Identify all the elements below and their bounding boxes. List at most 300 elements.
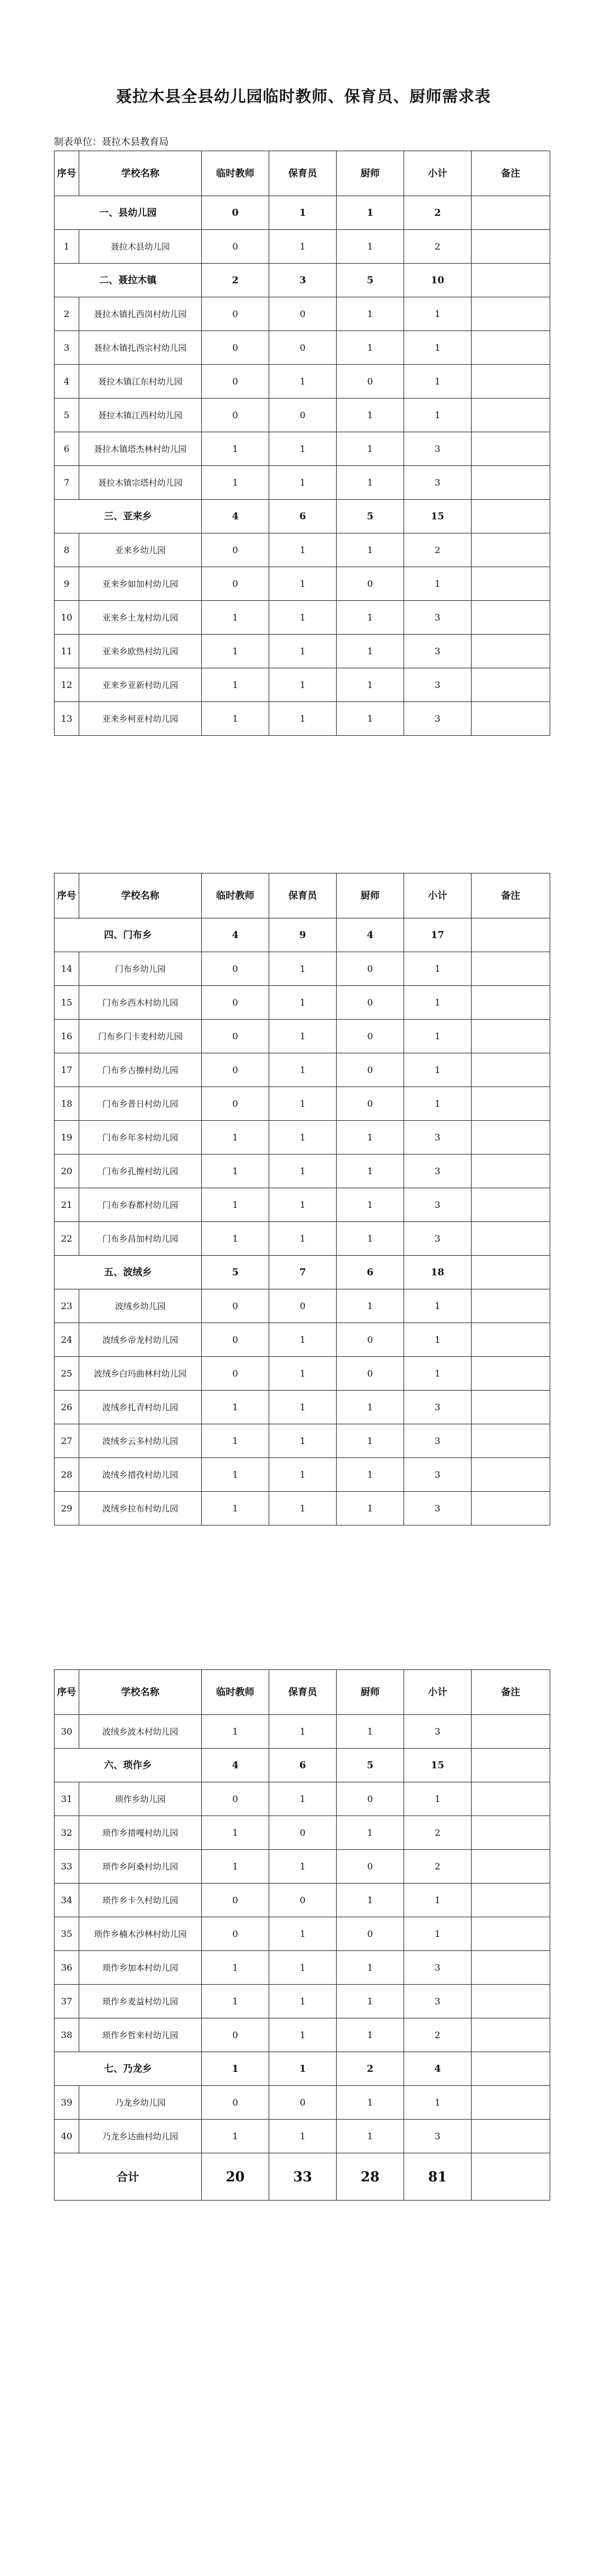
school-name-cell: 波绒乡帝龙村幼儿园 [79,1323,202,1357]
column-header: 厨师 [337,1670,404,1715]
remarks-cell [472,432,550,466]
temp-teacher-cell: 0 [202,1053,269,1087]
remarks-cell [472,264,550,297]
table-row [55,2086,550,2120]
school-name-cell: 琐作乡措嘎村幼儿园 [79,1816,202,1850]
subtotal-cell: 1 [404,1917,472,1951]
school-name-cell: 门布乡昌加村幼儿园 [79,1222,202,1256]
school-name-cell: 聂拉木镇扎西岗村幼儿园 [79,297,202,331]
serial-number-cell: 3 [55,331,79,365]
school-name-cell: 琐作乡麦益村幼儿园 [79,1985,202,2018]
temp-teacher-cell: 0 [202,1357,269,1391]
remarks-cell [472,1357,550,1391]
cook-cell: 1 [337,196,404,230]
subtotal-cell: 1 [404,2086,472,2120]
cook-cell: 1 [337,1121,404,1155]
issuing-unit: 制表单位：聂拉木县教育局 [54,137,169,148]
section-name-cell: 三、亚来乡 [55,500,202,533]
remarks-cell [472,331,550,365]
table-row [55,297,550,331]
cook-cell: 1 [337,1816,404,1850]
nursery-staff-cell: 1 [269,1985,337,2018]
nursery-staff-cell: 1 [269,1020,337,1053]
school-name-cell: 波绒乡扎青村幼儿园 [79,1391,202,1424]
remarks-cell [472,2153,550,2201]
table-row [55,1357,550,1391]
remarks-cell [472,2120,550,2153]
cook-cell: 1 [337,2120,404,2153]
nursery-staff-cell: 0 [269,1884,337,1917]
subtotal-cell: 1 [404,567,472,601]
temp-teacher-cell: 1 [202,1816,269,1850]
table-row [55,1917,550,1951]
column-header: 临时教师 [202,1670,269,1715]
school-name-cell: 波绒乡拉布村幼儿园 [79,1492,202,1525]
school-name-cell: 琐作乡哲来村幼儿园 [79,2018,202,2052]
temp-teacher-cell: 1 [202,1985,269,2018]
cook-cell: 0 [337,1020,404,1053]
temp-teacher-cell: 0 [202,297,269,331]
nursery-staff-cell: 0 [269,399,337,432]
cook-cell: 0 [337,1357,404,1391]
cook-cell: 1 [337,1424,404,1458]
subtotal-cell: 3 [404,1155,472,1188]
section-name-cell: 四、门布乡 [55,918,202,952]
remarks-cell [472,1782,550,1816]
school-name-cell: 琐作乡阿桑村幼儿园 [79,1850,202,1884]
table-row [55,533,550,567]
cook-cell: 1 [337,1188,404,1222]
table-row [55,1323,550,1357]
nursery-staff-cell: 1 [269,1917,337,1951]
remarks-cell [472,918,550,952]
subtotal-cell: 1 [404,399,472,432]
serial-number-cell: 22 [55,1222,79,1256]
remarks-cell [472,702,550,736]
serial-number-cell: 16 [55,1020,79,1053]
serial-number-cell: 32 [55,1816,79,1850]
cook-cell: 1 [337,702,404,736]
cook-cell: 1 [337,635,404,668]
temp-teacher-cell: 1 [202,1850,269,1884]
temp-teacher-cell: 1 [202,1424,269,1458]
nursery-staff-cell: 1 [269,601,337,635]
nursery-staff-cell: 1 [269,1951,337,1985]
remarks-cell [472,2018,550,2052]
serial-number-cell: 28 [55,1458,79,1492]
nursery-staff-cell: 7 [269,1256,337,1289]
cook-cell: 1 [337,533,404,567]
column-header: 保育员 [269,1670,337,1715]
temp-teacher-cell: 1 [202,1715,269,1749]
serial-number-cell: 14 [55,952,79,986]
remarks-cell [472,1884,550,1917]
temp-teacher-cell: 1 [202,432,269,466]
school-name-cell: 波绒乡波木村幼儿园 [79,1715,202,1749]
subtotal-cell: 3 [404,1715,472,1749]
serial-number-cell: 4 [55,365,79,399]
remarks-cell [472,1391,550,1424]
cook-cell: 6 [337,1256,404,1289]
serial-number-cell: 36 [55,1951,79,1985]
nursery-staff-cell: 1 [269,1782,337,1816]
school-name-cell: 门布乡年多村幼儿园 [79,1121,202,1155]
table-row [55,1155,550,1188]
nursery-staff-cell: 1 [269,1222,337,1256]
subtotal-cell: 2 [404,2018,472,2052]
temp-teacher-cell: 1 [202,1391,269,1424]
subtotal-cell: 2 [404,196,472,230]
nursery-staff-cell: 1 [269,1053,337,1087]
serial-number-cell: 29 [55,1492,79,1525]
subtotal-cell: 3 [404,1424,472,1458]
subtotal-cell: 3 [404,2120,472,2153]
section-subtotal-row [55,2052,550,2086]
temp-teacher-cell: 1 [202,1188,269,1222]
remarks-cell [472,230,550,264]
serial-number-cell: 25 [55,1357,79,1391]
table-row [55,1951,550,1985]
temp-teacher-cell: 1 [202,1222,269,1256]
cook-cell: 1 [337,466,404,500]
remarks-cell [472,1289,550,1323]
table-row [55,331,550,365]
cook-cell: 1 [337,1391,404,1424]
temp-teacher-cell: 0 [202,1917,269,1951]
nursery-staff-cell: 1 [269,635,337,668]
column-header: 保育员 [269,873,337,918]
school-name-cell: 波绒乡白玛曲林村幼儿园 [79,1357,202,1391]
column-header: 临时教师 [202,873,269,918]
remarks-cell [472,1424,550,1458]
page-title: 聂拉木县全县幼儿园临时教师、保育员、厨师需求表 [116,87,491,106]
cook-cell: 0 [337,1053,404,1087]
subtotal-cell: 3 [404,1985,472,2018]
temp-teacher-cell: 1 [202,1458,269,1492]
table-row [55,952,550,986]
cook-cell: 4 [337,918,404,952]
table-row [55,365,550,399]
serial-number-cell: 24 [55,1323,79,1357]
cook-cell: 1 [337,1458,404,1492]
nursery-staff-cell: 0 [269,2086,337,2120]
table-row [55,1715,550,1749]
cook-cell: 5 [337,264,404,297]
subtotal-cell: 3 [404,601,472,635]
cook-cell: 0 [337,1087,404,1121]
cook-cell: 1 [337,1951,404,1985]
temp-teacher-cell: 0 [202,331,269,365]
temp-teacher-cell: 0 [202,952,269,986]
school-name-cell: 门布乡西木村幼儿园 [79,986,202,1020]
remarks-cell [472,1985,550,2018]
nursery-staff-cell: 1 [269,1458,337,1492]
column-header: 备注 [472,1670,550,1715]
table-header-row [55,873,550,918]
remarks-cell [472,365,550,399]
subtotal-cell: 81 [404,2153,472,2201]
column-header: 备注 [472,873,550,918]
subtotal-cell: 3 [404,432,472,466]
serial-number-cell: 37 [55,1985,79,2018]
column-header: 小计 [404,1670,472,1715]
temp-teacher-cell: 0 [202,399,269,432]
nursery-staff-cell: 1 [269,2120,337,2153]
remarks-cell [472,1222,550,1256]
serial-number-cell: 30 [55,1715,79,1749]
nursery-staff-cell: 1 [269,365,337,399]
serial-number-cell: 1 [55,230,79,264]
table-row [55,986,550,1020]
nursery-staff-cell: 1 [269,230,337,264]
nursery-staff-cell: 1 [269,466,337,500]
temp-teacher-cell: 1 [202,1155,269,1188]
column-header: 学校名称 [79,151,202,196]
subtotal-cell: 3 [404,702,472,736]
column-header: 厨师 [337,873,404,918]
subtotal-cell: 1 [404,331,472,365]
total-label-cell: 合计 [55,2153,202,2201]
school-name-cell: 乃龙乡幼儿园 [79,2086,202,2120]
school-name-cell: 门布乡古擦村幼儿园 [79,1053,202,1087]
remarks-cell [472,635,550,668]
subtotal-cell: 3 [404,1492,472,1525]
cook-cell: 0 [337,1917,404,1951]
remarks-cell [472,986,550,1020]
temp-teacher-cell: 1 [202,2052,269,2086]
cook-cell: 1 [337,331,404,365]
school-name-cell: 门布乡春都村幼儿园 [79,1188,202,1222]
serial-number-cell: 12 [55,668,79,702]
nursery-staff-cell: 1 [269,1087,337,1121]
school-name-cell: 聂拉木镇江东村幼儿园 [79,365,202,399]
serial-number-cell: 5 [55,399,79,432]
nursery-staff-cell: 0 [269,297,337,331]
section-subtotal-row [55,196,550,230]
serial-number-cell: 17 [55,1053,79,1087]
nursery-staff-cell: 1 [269,1715,337,1749]
nursery-staff-cell: 1 [269,567,337,601]
school-name-cell: 亚来乡欧热村幼儿园 [79,635,202,668]
cook-cell: 1 [337,601,404,635]
school-name-cell: 琐作乡卡久村幼儿园 [79,1884,202,1917]
subtotal-cell: 3 [404,466,472,500]
school-name-cell: 聂拉木镇江西村幼儿园 [79,399,202,432]
nursery-staff-cell: 0 [269,1289,337,1323]
cook-cell: 1 [337,1985,404,2018]
serial-number-cell: 13 [55,702,79,736]
nursery-staff-cell: 0 [269,331,337,365]
remarks-cell [472,1155,550,1188]
section-name-cell: 五、波绒乡 [55,1256,202,1289]
temp-teacher-cell: 1 [202,1951,269,1985]
subtotal-cell: 1 [404,297,472,331]
remarks-cell [472,1492,550,1525]
cook-cell: 1 [337,1715,404,1749]
temp-teacher-cell: 0 [202,2018,269,2052]
column-header: 备注 [472,151,550,196]
temp-teacher-cell: 4 [202,500,269,533]
temp-teacher-cell: 0 [202,1323,269,1357]
remarks-cell [472,1917,550,1951]
table-header-row [55,151,550,196]
nursery-staff-cell: 1 [269,1391,337,1424]
subtotal-cell: 3 [404,1391,472,1424]
serial-number-cell: 40 [55,2120,79,2153]
serial-number-cell: 27 [55,1424,79,1458]
remarks-cell [472,2052,550,2086]
nursery-staff-cell: 1 [269,533,337,567]
temp-teacher-cell: 0 [202,196,269,230]
section-subtotal-row [55,1749,550,1782]
temp-teacher-cell: 1 [202,601,269,635]
serial-number-cell: 7 [55,466,79,500]
nursery-staff-cell: 6 [269,1749,337,1782]
table-row [55,567,550,601]
cook-cell: 5 [337,1749,404,1782]
remarks-cell [472,196,550,230]
serial-number-cell: 20 [55,1155,79,1188]
school-name-cell: 乃龙乡达曲村幼儿园 [79,2120,202,2153]
cook-cell: 1 [337,432,404,466]
table-row [55,1492,550,1525]
school-name-cell: 门布乡普日村幼儿园 [79,1087,202,1121]
serial-number-cell: 38 [55,2018,79,2052]
subtotal-cell: 1 [404,1289,472,1323]
subtotal-cell: 15 [404,500,472,533]
remarks-cell [472,1121,550,1155]
subtotal-cell: 17 [404,918,472,952]
section-name-cell: 二、聂拉木镇 [55,264,202,297]
temp-teacher-cell: 0 [202,1884,269,1917]
cook-cell: 0 [337,567,404,601]
nursery-staff-cell: 1 [269,1323,337,1357]
remarks-cell [472,668,550,702]
temp-teacher-cell: 0 [202,533,269,567]
cook-cell: 0 [337,1850,404,1884]
cook-cell: 1 [337,2086,404,2120]
temp-teacher-cell: 0 [202,567,269,601]
subtotal-cell: 18 [404,1256,472,1289]
nursery-staff-cell: 1 [269,1155,337,1188]
column-header: 序号 [55,1670,79,1715]
serial-number-cell: 19 [55,1121,79,1155]
serial-number-cell: 11 [55,635,79,668]
table-row [55,1391,550,1424]
school-name-cell: 波绒乡幼儿园 [79,1289,202,1323]
section-subtotal-row [55,918,550,952]
serial-number-cell: 31 [55,1782,79,1816]
section-subtotal-row [55,500,550,533]
temp-teacher-cell: 0 [202,1020,269,1053]
column-header: 临时教师 [202,151,269,196]
cook-cell: 0 [337,1782,404,1816]
remarks-cell [472,1323,550,1357]
column-header: 小计 [404,873,472,918]
table-row [55,1020,550,1053]
column-header: 学校名称 [79,873,202,918]
section-subtotal-row [55,264,550,297]
temp-teacher-cell: 5 [202,1256,269,1289]
temp-teacher-cell: 0 [202,1289,269,1323]
serial-number-cell: 21 [55,1188,79,1222]
table-page-1 [54,151,550,736]
remarks-cell [472,1951,550,1985]
column-header: 序号 [55,873,79,918]
table-row [55,1850,550,1884]
nursery-staff-cell: 1 [269,1850,337,1884]
serial-number-cell: 15 [55,986,79,1020]
remarks-cell [472,466,550,500]
school-name-cell: 琐作乡楠木沙林村幼儿园 [79,1917,202,1951]
table-page-2 [54,873,550,1525]
remarks-cell [472,399,550,432]
table-row [55,1188,550,1222]
subtotal-cell: 3 [404,1188,472,1222]
column-header: 学校名称 [79,1670,202,1715]
table-row [55,1087,550,1121]
serial-number-cell: 9 [55,567,79,601]
subtotal-cell: 3 [404,1121,472,1155]
table-row [55,2018,550,2052]
nursery-staff-cell: 1 [269,1188,337,1222]
nursery-staff-cell: 6 [269,500,337,533]
nursery-staff-cell: 1 [269,1357,337,1391]
subtotal-cell: 1 [404,1884,472,1917]
subtotal-cell: 3 [404,1458,472,1492]
school-name-cell: 门布乡孔擦村幼儿园 [79,1155,202,1188]
nursery-staff-cell: 1 [269,2018,337,2052]
temp-teacher-cell: 1 [202,668,269,702]
school-name-cell: 亚来乡柯亚村幼儿园 [79,702,202,736]
table-row [55,1816,550,1850]
subtotal-cell: 3 [404,1222,472,1256]
section-subtotal-row [55,1256,550,1289]
cook-cell: 0 [337,986,404,1020]
subtotal-cell: 1 [404,986,472,1020]
remarks-cell [472,1850,550,1884]
serial-number-cell: 8 [55,533,79,567]
temp-teacher-cell: 1 [202,635,269,668]
subtotal-cell: 1 [404,952,472,986]
temp-teacher-cell: 1 [202,1121,269,1155]
cook-cell: 1 [337,1492,404,1525]
section-name-cell: 一、县幼儿园 [55,196,202,230]
column-header: 厨师 [337,151,404,196]
serial-number-cell: 10 [55,601,79,635]
table-row [55,2120,550,2153]
school-name-cell: 聂拉木县幼儿园 [79,230,202,264]
nursery-staff-cell: 9 [269,918,337,952]
subtotal-cell: 2 [404,1850,472,1884]
serial-number-cell: 35 [55,1917,79,1951]
subtotal-cell: 2 [404,230,472,264]
temp-teacher-cell: 0 [202,365,269,399]
remarks-cell [472,297,550,331]
school-name-cell: 聂拉木镇塔杰林村幼儿园 [79,432,202,466]
table-row [55,1121,550,1155]
temp-teacher-cell: 0 [202,2086,269,2120]
temp-teacher-cell: 4 [202,1749,269,1782]
school-name-cell: 波绒乡措孜村幼儿园 [79,1458,202,1492]
table-row [55,399,550,432]
serial-number-cell: 39 [55,2086,79,2120]
temp-teacher-cell: 1 [202,466,269,500]
temp-teacher-cell: 1 [202,2120,269,2153]
school-name-cell: 门布乡幼儿园 [79,952,202,986]
table-row [55,1884,550,1917]
remarks-cell [472,1188,550,1222]
